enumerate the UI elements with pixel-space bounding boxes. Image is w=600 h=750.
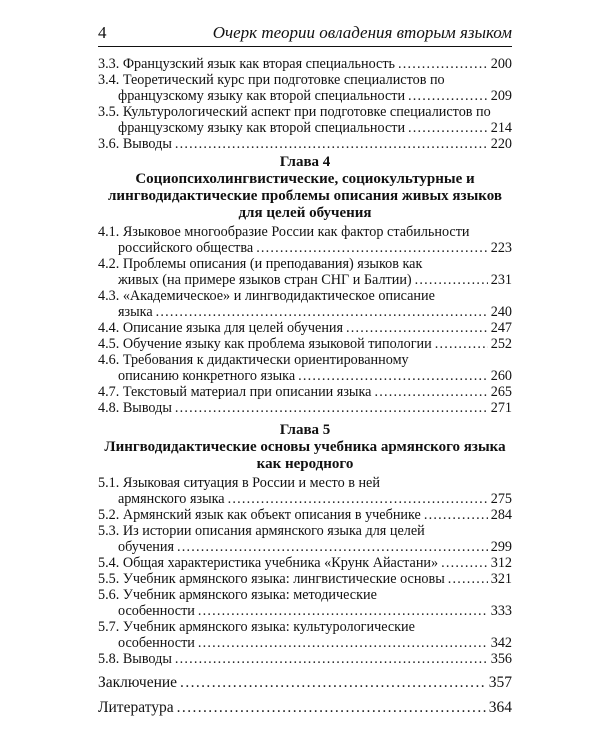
dot-leader: [177, 698, 486, 717]
toc-section-chapter3-tail: [98, 56, 512, 152]
chapter-5-heading: [98, 422, 512, 473]
page-number: 4: [98, 23, 107, 42]
toc-entry: [98, 320, 512, 336]
dot-leader: [374, 384, 487, 400]
toc-page-number: 247: [490, 320, 512, 336]
chapter-4-title-line: лингводидактические проблемы описания живых языков: [108, 188, 502, 204]
toc-entry: [98, 224, 512, 256]
dot-leader: [177, 539, 488, 555]
toc-entry-line: [98, 507, 512, 523]
toc-entry: [98, 400, 512, 416]
toc-entry-text: 5.3. Из истории описания армянского языка для целей: [98, 523, 425, 539]
toc-entry-line: [98, 272, 512, 288]
toc-entry: [98, 288, 512, 320]
toc-entry-text: особенности: [118, 603, 195, 619]
toc-page-number: 260: [490, 368, 512, 384]
dot-leader: [228, 491, 488, 507]
toc-page-number: 265: [490, 384, 512, 400]
toc-entry: [98, 104, 512, 136]
toc-page-number: 214: [490, 120, 512, 136]
toc-entry-text: армянского языка: [118, 491, 225, 507]
chapter-4-heading: [98, 154, 512, 222]
toc-entry-text: описанию конкретного языка: [118, 368, 296, 384]
dot-leader: [256, 240, 488, 256]
toc-entry-line: [98, 384, 512, 400]
toc-page-number: 333: [490, 603, 512, 619]
toc-entry-text: 5.1. Языковая ситуация в России и место в ней: [98, 475, 380, 491]
toc-entry-text: особенности: [118, 635, 195, 651]
dot-leader: [441, 555, 488, 571]
toc-entry-text: французскому языку как второй специальности: [118, 120, 406, 136]
toc-page-number: 200: [490, 56, 512, 72]
toc-entry: [98, 673, 512, 692]
toc-section-chapter5: [98, 475, 512, 667]
toc-entry: [98, 352, 512, 384]
toc-page-number: 231: [490, 272, 512, 288]
chapter-4-title-line: Социопсихолингвистические, социокультурные и: [135, 171, 475, 187]
dot-leader: [346, 320, 488, 336]
toc-section-chapter4: [98, 224, 512, 416]
dot-leader: [398, 56, 488, 72]
dot-leader: [415, 272, 488, 288]
toc-entry-text: 4.1. Языковое многообразие России как фактор стабильности: [98, 224, 470, 240]
toc-entry-text: 3.5. Культурологический аспект при подготовке специалистов по: [98, 104, 491, 120]
toc-entry-text: 5.4. Общая характеристика учебника «Крунк Айастани»: [98, 555, 439, 571]
toc-entry-line: [98, 698, 512, 717]
toc-entry-line: [98, 368, 512, 384]
toc-entry-line: [98, 336, 512, 352]
toc-entry-line: [98, 136, 512, 152]
toc-entry-text: живых (на примере языков стран СНГ и Балтии): [118, 272, 412, 288]
toc-page-number: 299: [490, 539, 512, 555]
chapter-5-label: Глава 5: [279, 422, 331, 438]
dot-leader: [175, 651, 488, 667]
toc-entry-text: 3.4. Теоретический курс при подготовке специалистов по: [98, 72, 445, 88]
toc-page-number: 275: [490, 491, 512, 507]
toc-page-number: 321: [490, 571, 512, 587]
toc-entry-text: языка: [118, 304, 153, 320]
toc-page-number: 357: [488, 674, 512, 691]
toc-page-number: 356: [490, 651, 512, 667]
toc-entry-text: 5.5. Учебник армянского языка: лингвистические основы: [98, 571, 445, 587]
dot-leader: [298, 368, 488, 384]
toc-entry-text: 5.8. Выводы: [98, 651, 172, 667]
table-of-contents: [98, 56, 512, 717]
dot-leader: [435, 336, 488, 352]
dot-leader: [424, 507, 488, 523]
toc-entry-text: 3.3. Французский язык как вторая специальность: [98, 56, 396, 72]
chapter-4-label: Глава 4: [279, 154, 331, 170]
toc-entry-line: [98, 475, 512, 491]
toc-entry: [98, 384, 512, 400]
toc-entry-text: Заключение: [98, 674, 178, 691]
toc-entry: [98, 475, 512, 507]
chapter-5-title-line: Лингводидактические основы учебника армянского языка: [104, 439, 506, 455]
running-title: Очерк теории овладения вторым языком: [212, 23, 512, 42]
toc-entry-line: [98, 256, 512, 272]
toc-entry: [98, 507, 512, 523]
toc-entry: [98, 555, 512, 571]
toc-page-number: 209: [490, 88, 512, 104]
toc-entry-text: 4.6. Требования к дидактически ориентированному: [98, 352, 409, 368]
dot-leader: [156, 304, 488, 320]
toc-entry-line: [98, 352, 512, 368]
toc-entry-text: 5.2. Армянский язык как объект описания в учебнике: [98, 507, 421, 523]
toc-entry-line: [98, 104, 512, 120]
toc-page-number: 252: [490, 336, 512, 352]
toc-entry: [98, 256, 512, 288]
toc-entry-text: Литература: [98, 699, 174, 716]
toc-entry-line: [98, 240, 512, 256]
toc-page-number: 284: [490, 507, 512, 523]
toc-page-number: 220: [490, 136, 512, 152]
toc-entry-text: 4.3. «Академическое» и лингводидактическое описание: [98, 288, 435, 304]
toc-entry-text: российского общества: [118, 240, 254, 256]
toc-entry-line: [98, 320, 512, 336]
toc-entry-line: [98, 72, 512, 88]
toc-entry-text: 5.7. Учебник армянского языка: культурологические: [98, 619, 415, 635]
toc-entry-line: [98, 224, 512, 240]
toc-entry-text: 3.6. Выводы: [98, 136, 172, 152]
chapter-5-title-line: как неродного: [256, 456, 354, 472]
toc-page-number: 342: [490, 635, 512, 651]
dot-leader: [175, 400, 488, 416]
toc-page-number: 312: [490, 555, 512, 571]
toc-entry-line: [98, 635, 512, 651]
toc-entry: [98, 523, 512, 555]
dot-leader: [408, 120, 488, 136]
toc-entry: [98, 72, 512, 104]
toc-entry-line: [98, 673, 512, 692]
toc-entry-line: [98, 571, 512, 587]
toc-entry: [98, 136, 512, 152]
toc-entry-line: [98, 120, 512, 136]
toc-entry: [98, 571, 512, 587]
toc-entry-line: [98, 88, 512, 104]
toc-entry: [98, 619, 512, 651]
dot-leader: [198, 603, 488, 619]
dot-leader: [180, 673, 486, 692]
toc-entry-text: 4.2. Проблемы описания (и преподавания) языков как: [98, 256, 423, 272]
toc-entry-line: [98, 304, 512, 320]
toc-entry-text: 4.4. Описание языка для целей обучения: [98, 320, 344, 336]
running-header: [98, 20, 512, 47]
toc-entry-line: [98, 651, 512, 667]
toc-entry: [98, 587, 512, 619]
toc-section-back-matter: [98, 673, 512, 717]
dot-leader: [198, 635, 488, 651]
dot-leader: [448, 571, 488, 587]
toc-page-number: 271: [490, 400, 512, 416]
toc-entry-line: [98, 288, 512, 304]
chapter-4-title-line: для целей обучения: [238, 205, 372, 221]
toc-entry-text: 5.6. Учебник армянского языка: методические: [98, 587, 377, 603]
toc-entry-line: [98, 555, 512, 571]
toc-entry-text: 4.8. Выводы: [98, 400, 172, 416]
toc-page-number: 364: [488, 699, 512, 716]
toc-entry-line: [98, 400, 512, 416]
toc-entry-line: [98, 56, 512, 72]
toc-entry-line: [98, 603, 512, 619]
toc-entry-text: 4.7. Текстовый материал при описании языка: [98, 384, 372, 400]
toc-entry-line: [98, 523, 512, 539]
toc-entry-line: [98, 491, 512, 507]
toc-entry-text: французскому языку как второй специальности: [118, 88, 406, 104]
toc-entry-line: [98, 539, 512, 555]
dot-leader: [408, 88, 488, 104]
toc-entry-line: [98, 619, 512, 635]
toc-entry-line: [98, 587, 512, 603]
toc-page-number: 240: [490, 304, 512, 320]
toc-entry-text: обучения: [118, 539, 175, 555]
toc-page-number: 223: [490, 240, 512, 256]
toc-entry: [98, 336, 512, 352]
toc-entry: [98, 56, 512, 72]
dot-leader: [175, 136, 488, 152]
toc-entry: [98, 698, 512, 717]
toc-entry-text: 4.5. Обучение языку как проблема языковой типологии: [98, 336, 432, 352]
toc-entry: [98, 651, 512, 667]
